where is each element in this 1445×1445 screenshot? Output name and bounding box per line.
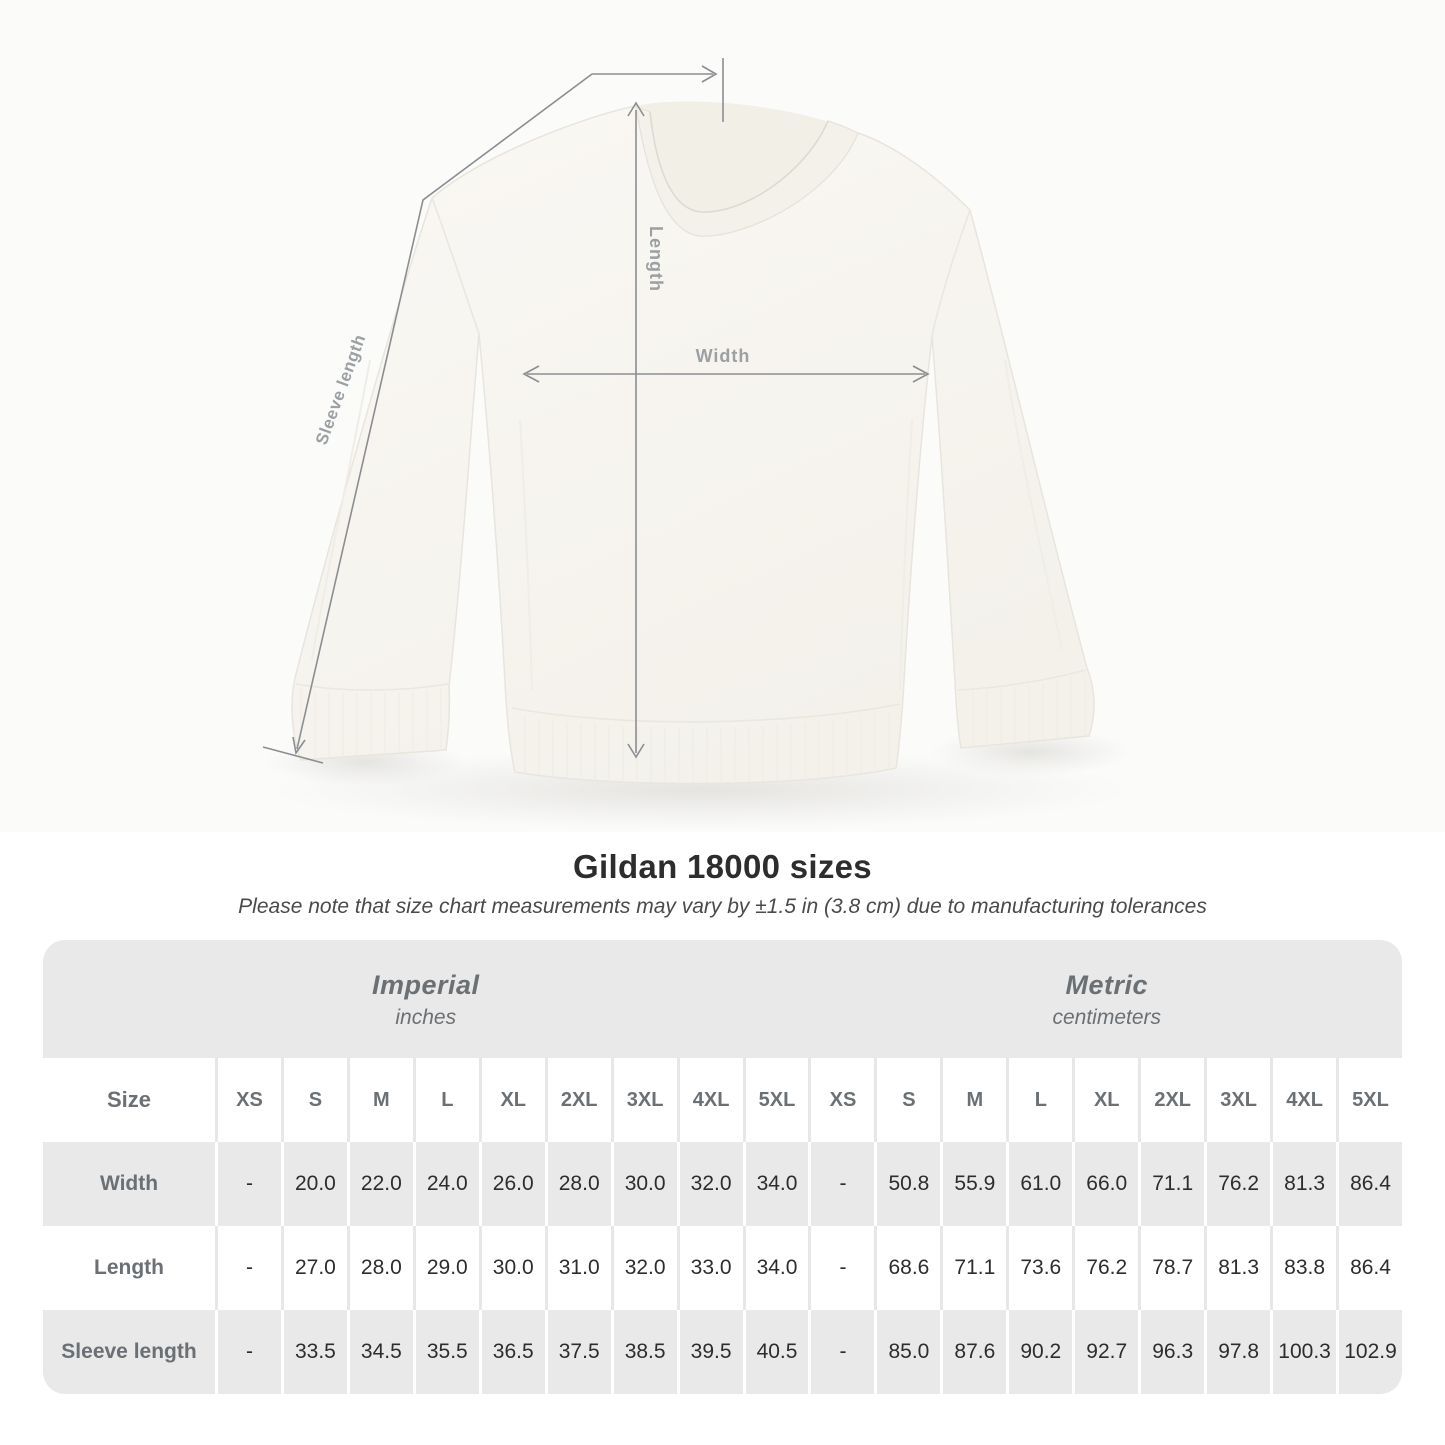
size-col-header-imperial: XS: [218, 1058, 281, 1142]
page-title: Gildan 18000 sizes: [573, 848, 872, 885]
measurement-cell-metric: 61.0: [1009, 1142, 1072, 1226]
unit-header-band: [43, 940, 1402, 1058]
size-col-header-metric: 4XL: [1273, 1058, 1336, 1142]
measurement-cell-imperial: 29.0: [416, 1226, 479, 1310]
measurement-cell-imperial: -: [218, 1310, 281, 1394]
measurement-cell-imperial: 31.0: [548, 1226, 611, 1310]
measurement-cell-metric: 78.7: [1141, 1226, 1204, 1310]
measurement-cell-imperial: 26.0: [482, 1142, 545, 1226]
measurement-cell-metric: 76.2: [1075, 1226, 1138, 1310]
width-label: Width: [695, 346, 751, 366]
size-col-header-metric: S: [877, 1058, 940, 1142]
size-col-header-metric: L: [1009, 1058, 1072, 1142]
measurement-cell-imperial: 36.5: [482, 1310, 545, 1394]
measurement-cell-metric: 97.8: [1207, 1310, 1270, 1394]
page-subtitle: Please note that size chart measurements may vary by ±1.5 in (3.8 cm) due to manufacturing tolerances: [238, 895, 1207, 918]
measurement-cell-imperial: 27.0: [284, 1226, 347, 1310]
measurement-cell-metric: 73.6: [1009, 1226, 1072, 1310]
measurement-cell-imperial: -: [218, 1226, 281, 1310]
size-col-header-metric: XL: [1075, 1058, 1138, 1142]
size-corner-label: Size: [43, 1058, 215, 1142]
measurement-cell-imperial: 34.0: [746, 1226, 809, 1310]
measurement-row-sleeve-length: [43, 1310, 1402, 1394]
measurement-cell-imperial: 34.0: [746, 1142, 809, 1226]
measurement-cell-metric: 71.1: [1141, 1142, 1204, 1226]
measurement-cell-metric: -: [811, 1226, 874, 1310]
measurement-cell-imperial: 38.5: [614, 1310, 677, 1394]
measurement-cell-metric: 83.8: [1273, 1226, 1336, 1310]
measurement-cell-imperial: 34.5: [350, 1310, 413, 1394]
measurement-cell-metric: 76.2: [1207, 1142, 1270, 1226]
size-header-row: [43, 1058, 1402, 1142]
measurement-cell-metric: 92.7: [1075, 1310, 1138, 1394]
measurement-cell-imperial: 30.0: [614, 1142, 677, 1226]
measurement-cell-metric: 85.0: [877, 1310, 940, 1394]
measurement-cell-imperial: 22.0: [350, 1142, 413, 1226]
size-col-header-imperial: M: [350, 1058, 413, 1142]
size-col-header-metric: XS: [811, 1058, 874, 1142]
size-col-header-imperial: S: [284, 1058, 347, 1142]
size-table-rows: [43, 1058, 1402, 1394]
measurement-cell-metric: 100.3: [1273, 1310, 1336, 1394]
imperial-unit: inches: [395, 1006, 457, 1029]
measurement-cell-imperial: 33.5: [284, 1310, 347, 1394]
length-label: Length: [646, 226, 666, 292]
measurement-cell-imperial: -: [218, 1142, 281, 1226]
metric-title: Metric: [1065, 970, 1149, 1000]
measurement-cell-imperial: 40.5: [746, 1310, 809, 1394]
size-col-header-metric: 5XL: [1339, 1058, 1402, 1142]
measurement-cell-imperial: 35.5: [416, 1310, 479, 1394]
size-table: [43, 940, 1402, 1394]
measurement-row-width: [43, 1142, 1402, 1226]
size-col-header-imperial: L: [416, 1058, 479, 1142]
size-col-header-metric: M: [943, 1058, 1006, 1142]
measurement-cell-metric: 86.4: [1339, 1142, 1402, 1226]
measurement-cell-metric: 81.3: [1273, 1142, 1336, 1226]
sleeve-length-label: Sleeve length: [311, 331, 370, 448]
measurement-cell-imperial: 30.0: [482, 1226, 545, 1310]
measurement-cell-metric: 90.2: [1009, 1310, 1072, 1394]
measurement-cell-imperial: 32.0: [680, 1142, 743, 1226]
measurement-cell-imperial: 37.5: [548, 1310, 611, 1394]
measurement-cell-metric: 50.8: [877, 1142, 940, 1226]
measurement-cell-metric: 87.6: [943, 1310, 1006, 1394]
measurement-cell-metric: 81.3: [1207, 1226, 1270, 1310]
measurement-cell-imperial: 28.0: [548, 1142, 611, 1226]
measurement-cell-imperial: 28.0: [350, 1226, 413, 1310]
imperial-section-header: [43, 940, 809, 1058]
size-col-header-imperial: 2XL: [548, 1058, 611, 1142]
measurement-cell-imperial: 33.0: [680, 1226, 743, 1310]
size-col-header-metric: 3XL: [1207, 1058, 1270, 1142]
measurement-cell-metric: -: [811, 1310, 874, 1394]
row-label: Sleeve length: [43, 1310, 215, 1394]
measurement-cell-metric: 66.0: [1075, 1142, 1138, 1226]
measurement-cell-metric: 68.6: [877, 1226, 940, 1310]
measurement-cell-metric: 86.4: [1339, 1226, 1402, 1310]
imperial-title: Imperial: [371, 970, 480, 1000]
size-col-header-imperial: XL: [482, 1058, 545, 1142]
measurement-row-length: [43, 1226, 1402, 1310]
row-label: Length: [43, 1226, 215, 1310]
measurement-cell-metric: 71.1: [943, 1226, 1006, 1310]
measurement-cell-imperial: 39.5: [680, 1310, 743, 1394]
measurement-cell-imperial: 32.0: [614, 1226, 677, 1310]
metric-section-header: [812, 940, 1403, 1058]
measurement-cell-imperial: 20.0: [284, 1142, 347, 1226]
row-label: Width: [43, 1142, 215, 1226]
size-col-header-imperial: 3XL: [614, 1058, 677, 1142]
measurement-cell-metric: 102.9: [1339, 1310, 1402, 1394]
measurement-cell-imperial: 24.0: [416, 1142, 479, 1226]
measurement-cell-metric: -: [811, 1142, 874, 1226]
size-col-header-metric: 2XL: [1141, 1058, 1204, 1142]
size-col-header-imperial: 5XL: [746, 1058, 809, 1142]
metric-unit: centimeters: [1052, 1006, 1162, 1029]
size-col-header-imperial: 4XL: [680, 1058, 743, 1142]
measurement-cell-metric: 55.9: [943, 1142, 1006, 1226]
measurement-cell-metric: 96.3: [1141, 1310, 1204, 1394]
